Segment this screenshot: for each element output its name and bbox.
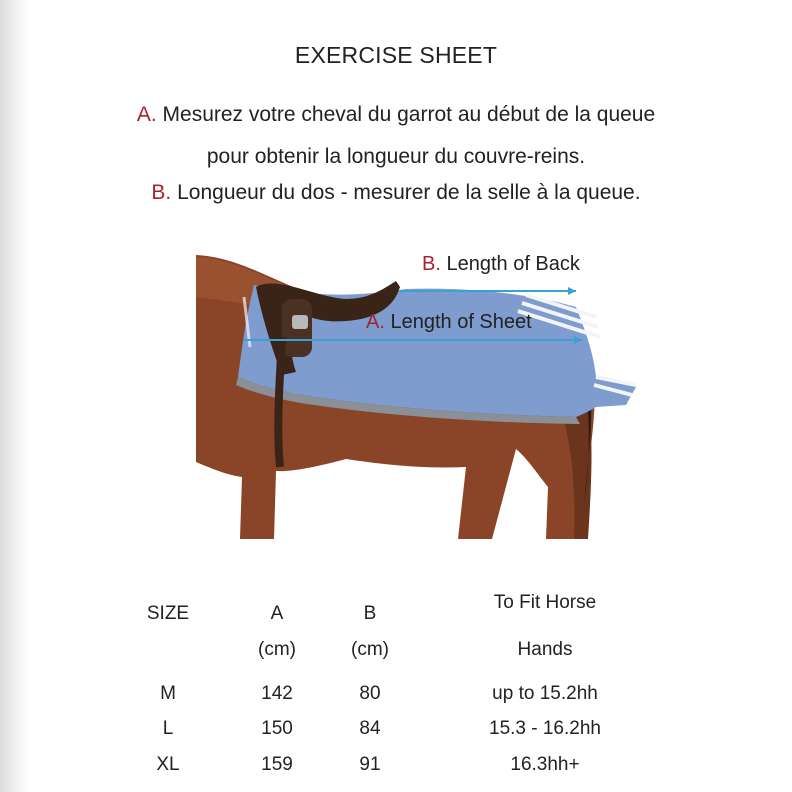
header-b: B	[363, 603, 377, 624]
header-a-unit: (cm)	[258, 639, 296, 660]
header-size: SIZE	[146, 603, 190, 624]
label-a-text: Length of Sheet	[390, 311, 532, 333]
row-l-b: 84	[359, 718, 381, 739]
row-xl-a: 159	[261, 754, 293, 775]
row-m-fit: up to 15.2hh	[492, 683, 598, 704]
horse-illustration	[196, 237, 642, 539]
row-xl-b: 91	[359, 754, 381, 775]
header-b-unit: (cm)	[351, 639, 389, 660]
row-l-fit: 15.3 - 16.2hh	[489, 718, 601, 739]
length-of-sheet-label	[366, 311, 532, 334]
instruction-a-letter: A.	[136, 103, 157, 126]
label-a-letter: A.	[366, 311, 385, 333]
instruction-b-text: Longueur du dos - mesurer de la selle à la queue.	[177, 181, 641, 204]
instruction-a-line1	[0, 103, 792, 127]
row-m-b: 80	[359, 683, 381, 704]
header-fit: To Fit Horse	[493, 592, 597, 613]
label-b-letter: B.	[422, 253, 441, 275]
instruction-b-line	[0, 181, 792, 205]
row-m-size: M	[160, 683, 176, 704]
length-of-back-label	[422, 253, 580, 276]
header-a: A	[270, 603, 284, 624]
page-title: EXERCISE SHEET	[294, 42, 498, 68]
instruction-b-letter: B.	[151, 181, 172, 204]
horse-sheet-photo	[196, 237, 642, 539]
header-fit-unit: Hands	[517, 639, 573, 660]
row-l-size: L	[162, 718, 174, 739]
row-xl-size: XL	[156, 754, 180, 775]
row-m-a: 142	[261, 683, 293, 704]
row-l-a: 150	[261, 718, 293, 739]
row-xl-fit: 16.3hh+	[510, 754, 580, 775]
instruction-a-line2: pour obtenir la longueur du couvre-reins.	[206, 145, 586, 168]
label-b-text: Length of Back	[446, 253, 580, 275]
instruction-a-text: Mesurez votre cheval du garrot au début de la queue	[162, 103, 656, 126]
